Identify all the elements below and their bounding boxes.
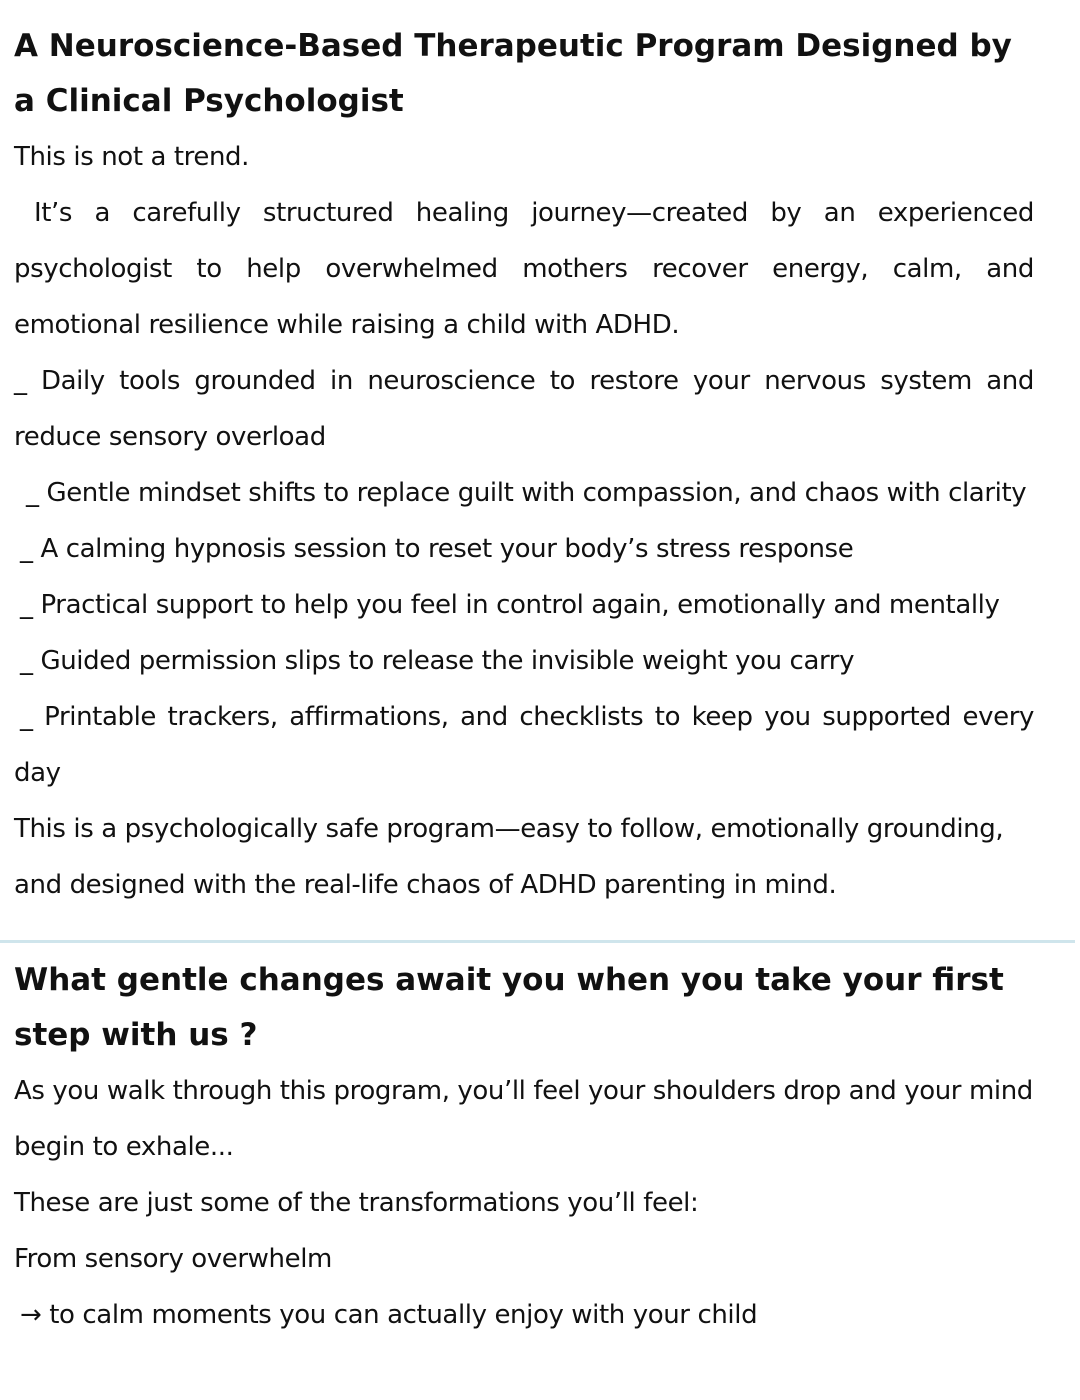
to-text: → to calm moments you can actually enjoy with your child [20,1300,758,1330]
program-description: It’s a carefully structured healing journey—created by an experienced psychologist to help overwhelmed mothers recover energy, calm, and emotional resilience while raising a child with ADHD. [14,198,1034,340]
program-section [14,0,1034,913]
bullet-item: _ A calming hypnosis session to reset your body’s stress response [20,534,854,564]
bullet-item: _ Guided permission slips to release the invisible weight you carry [20,646,855,676]
bullet-item: _ Gentle mindset shifts to replace guilt with compassion, and chaos with clarity [26,478,1027,508]
changes-section [14,953,1080,1343]
closing-paragraph: This is a psychologically safe program—easy to follow, emotionally grounding, and designed with the real-life chaos of ADHD parenting in mind. [14,814,1004,900]
changes-heading: What gentle changes await you when you take your first step with us ? [14,962,1004,1053]
program-heading: A Neuroscience-Based Therapeutic Program Designed by a Clinical Psychologist [14,28,1012,119]
intro-line: This is not a trend. [14,142,250,172]
changes-paragraph: As you walk through this program, you’ll feel your shoulders drop and your mind begin to exhale... [14,1076,1033,1162]
bullet-item: _ Printable trackers, affirmations, and checklists to keep you supported every day [14,702,1034,788]
section-divider [0,940,1075,943]
from-text: From sensory overwhelm [14,1244,332,1274]
transformations-lead: These are just some of the transformations you’ll feel: [14,1188,699,1218]
bullet-item: _ Practical support to help you feel in control again, emotionally and mentally [20,590,1000,620]
bullet-item: _ Daily tools grounded in neuroscience to restore your nervous system and reduce sensory overload [14,366,1034,452]
